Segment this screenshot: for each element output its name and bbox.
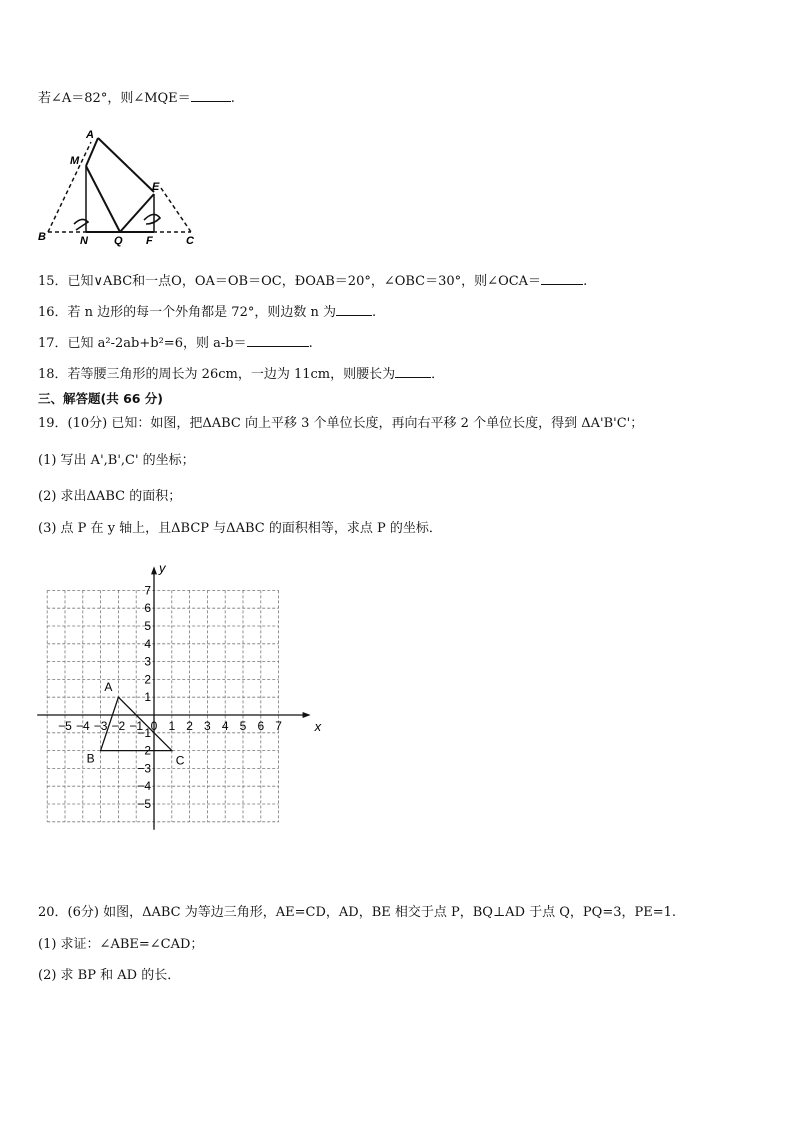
point-label-c: C (175, 753, 185, 768)
x-tick-label: 4 (221, 719, 229, 733)
question-14-text: 若∠A＝82°，则∠MQE＝ (38, 91, 191, 106)
y-tick-label: −5 (137, 797, 151, 811)
label-M: M (70, 155, 80, 167)
x-tick-label: 5 (239, 719, 247, 733)
label-B: B (38, 231, 46, 243)
y-axis-label: y (159, 560, 166, 576)
y-axis-arrow (151, 566, 157, 574)
question-15 (38, 271, 587, 291)
figure-14-triangle (36, 128, 206, 250)
question-20-part-1: (1) 求证：∠ABE=∠CAD； (38, 937, 204, 952)
label-C: C (186, 235, 194, 247)
question-15-text: 15．已知∨ABC和一点O，OA＝OB＝OC，ĐOAB＝20°，∠OBC＝30°，则∠OCA＝ (38, 274, 542, 289)
x-tick-label: −3 (93, 719, 108, 733)
x-tick-label: 1 (168, 719, 176, 733)
x-tick-label: 3 (204, 719, 211, 733)
question-19-part-3: (3) 点 P 在 y 轴上，且ΔBCP 与ΔABC 的面积相等，求点 P 的坐标． (38, 521, 442, 536)
section-3-title: 三、解答题(共 66 分) (38, 391, 164, 406)
question-20-stem: 20．(6分) 如图，ΔABC 为等边三角形，AE=CD，AD，BE 相交于点 P，BQ⊥AD 于点 Q，PQ=3，PE=1. (38, 905, 677, 920)
x-tick-label: −4 (75, 719, 90, 733)
y-tick-label: −1 (137, 725, 151, 740)
label-N: N (80, 235, 88, 247)
y-tick-label: 4 (144, 636, 151, 651)
question-16-text: 16．若 n 边形的每一个外角都是 72°，则边数 n 为 (38, 305, 336, 320)
question-14-tail (38, 88, 235, 108)
question-17 (38, 333, 313, 353)
y-tick-label: −3 (137, 761, 151, 776)
answer-blank (191, 88, 231, 102)
question-17-end: . (308, 336, 313, 351)
question-19-stem: 19．(10分) 已知：如图，把ΔABC 向上平移 3 个单位长度，再向右平移 2 个单位长度，得到 ΔA'B'C'； (38, 416, 644, 431)
answer-blank (541, 271, 583, 285)
y-tick-label: −4 (137, 779, 151, 794)
y-tick-label: −2 (137, 743, 151, 758)
point-label-b: B (86, 751, 95, 766)
x-tick-label: −2 (111, 719, 126, 733)
question-18-end: ． (431, 367, 445, 382)
x-axis-arrow (303, 712, 311, 718)
question-16 (38, 302, 376, 322)
answer-blank (395, 364, 431, 378)
x-tick-label: 0 (150, 719, 158, 733)
question-20-part-2: (2) 求 BP 和 AD 的长． (38, 968, 181, 983)
label-F: F (146, 235, 153, 247)
x-tick-label: −5 (58, 719, 72, 733)
y-tick-label: 7 (144, 583, 151, 598)
question-15-end: . (583, 274, 588, 289)
y-tick-label: 1 (144, 690, 151, 705)
x-tick-label: −1 (129, 719, 144, 733)
question-18-text: 18．若等腰三角形的周长为 26cm，一边为 11cm，则腰长为 (38, 367, 396, 382)
label-A: A (86, 129, 94, 141)
question-18 (38, 364, 444, 384)
label-E: E (152, 181, 160, 193)
question-19-part-2: (2) 求出ΔABC 的面积； (38, 489, 182, 504)
x-tick-label: 2 (186, 719, 193, 733)
y-tick-label: 5 (144, 619, 151, 633)
coordinate-grid (40, 560, 320, 825)
label-Q: Q (114, 235, 123, 247)
x-tick-label: 6 (257, 719, 265, 733)
x-tick-label: 7 (275, 719, 282, 733)
y-tick-label: 6 (144, 601, 151, 616)
x-axis-label: x (314, 719, 322, 734)
point-label-a: A (104, 680, 113, 695)
answer-blank (247, 333, 309, 347)
question-14-end: . (230, 91, 235, 106)
question-19-part-1: (1) 写出 A',B',C' 的坐标； (38, 453, 195, 468)
question-17-text: 17．已知 a²-2ab+b²=6，则 a-b＝ (38, 336, 247, 351)
answer-blank (336, 302, 372, 316)
y-tick-label: 2 (144, 672, 151, 687)
y-tick-label: 3 (144, 654, 151, 669)
question-16-end: . (372, 305, 377, 320)
